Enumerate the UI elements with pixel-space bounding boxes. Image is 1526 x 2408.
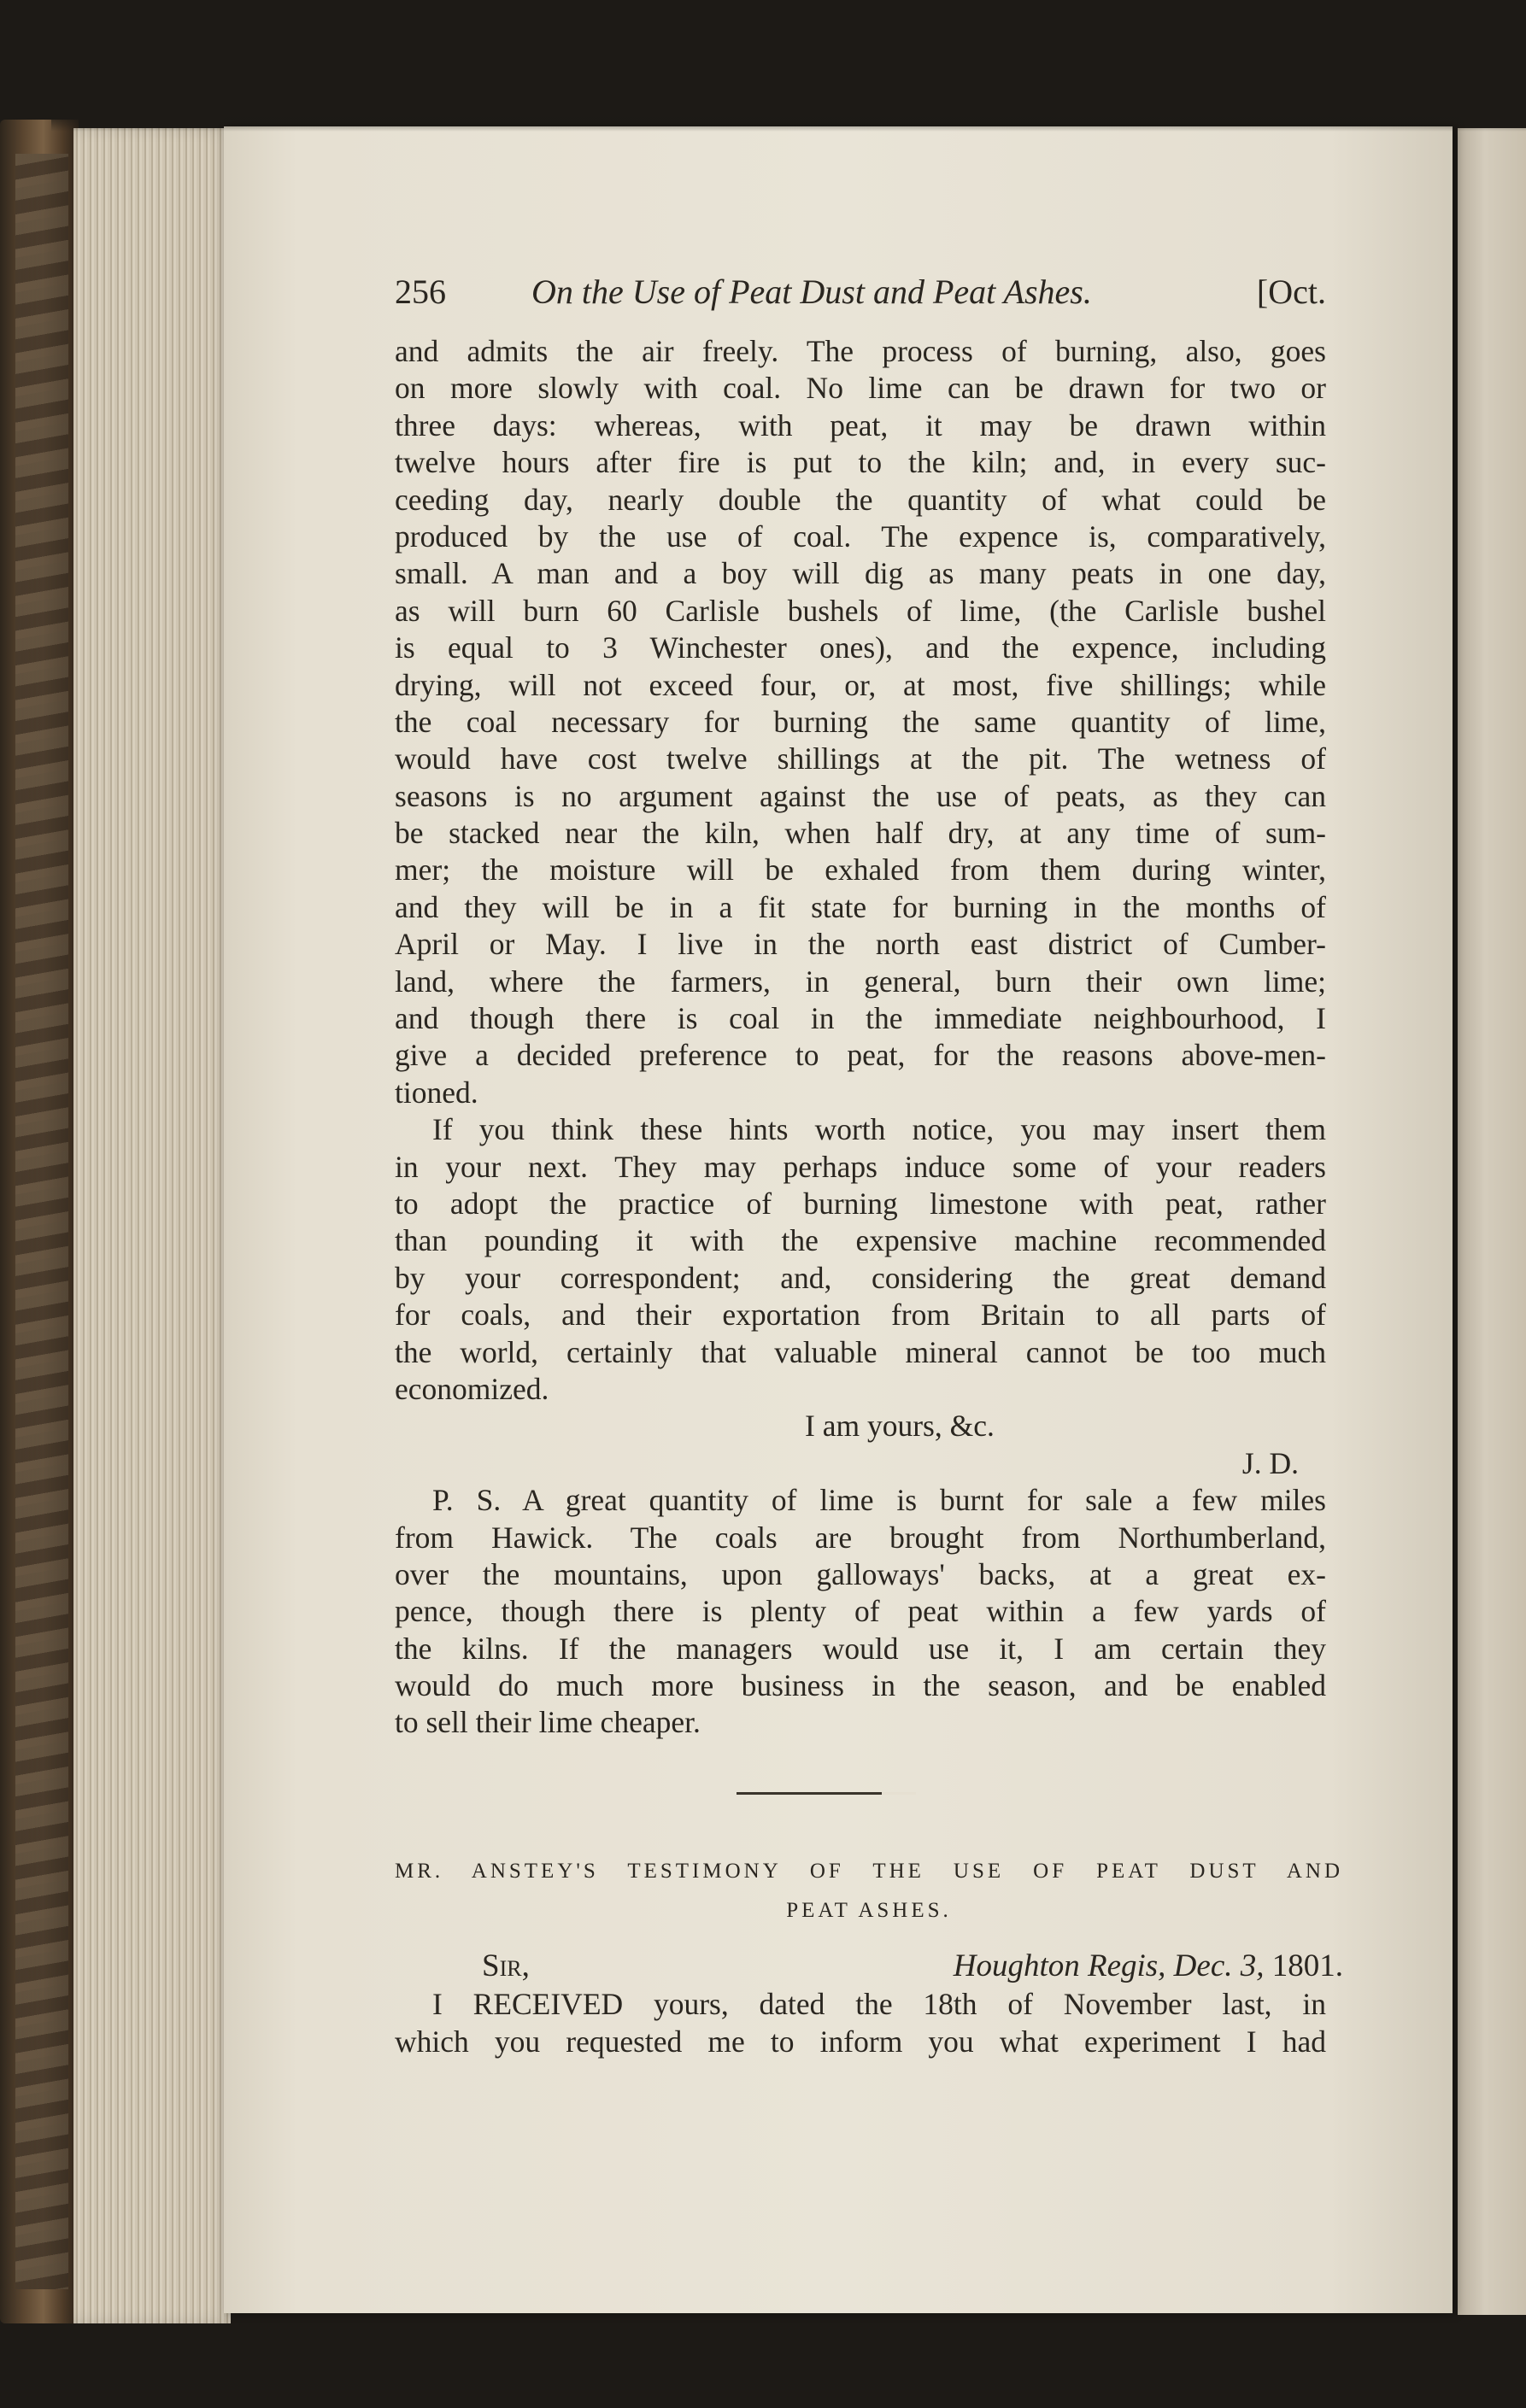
text-line: twelve hours after fire is put to the kiln; and, in every suc-	[395, 445, 1326, 480]
text-line: and though there is coal in the immediate neighbourhood, I	[395, 1001, 1326, 1036]
signoff: I am yours, &c.	[805, 1409, 995, 1444]
postscript-line: P. S. A great quantity of lime is burnt for sale a few miles	[432, 1483, 1326, 1518]
section-heading-line2: PEAT ASHES.	[786, 1899, 952, 1922]
text-line: If you think these hints worth notice, you may insert them	[432, 1112, 1326, 1147]
text-line: land, where the farmers, in general, burn their own lime;	[395, 964, 1326, 999]
text-line: the coal necessary for burning the same quantity of lime,	[395, 704, 1326, 739]
text-line: the world, certainly that valuable mineral cannot be too much	[395, 1334, 1326, 1369]
text-line: produced by the use of coal. The expence is, comparatively,	[395, 519, 1326, 554]
text-line: would have cost twelve shillings at the pit. The wetness of	[395, 741, 1326, 776]
section-heading-line1: MR. ANSTEY'S TESTIMONY OF THE USE OF PEAT DUST AND	[395, 1860, 1343, 1883]
text-line: for coals, and their exportation from Britain to all parts of	[395, 1298, 1326, 1333]
postscript-line: from Hawick. The coals are brought from Northumberland,	[395, 1520, 1326, 1555]
running-header	[395, 272, 1326, 319]
text-line: ceeding day, nearly double the quantity of what could be	[395, 482, 1326, 517]
text-line: mer; the moisture will be exhaled from them during winter,	[395, 852, 1326, 888]
text-line: and they will be in a fit state for burning in the months of	[395, 889, 1326, 924]
page-number: 256	[395, 272, 446, 311]
text-line: and admits the air freely. The process of burning, also, goes	[395, 334, 1326, 368]
text-line: April or May. I live in the north east district of Cumber-	[395, 927, 1326, 962]
text-line: drying, will not exceed four, or, at most, five shillings; while	[395, 667, 1326, 702]
text-line: as will burn 60 Carlisle bushels of lime, (the Carlisle bushel	[395, 593, 1326, 628]
next-page-edge	[1458, 128, 1526, 2315]
text-line: seasons is no argument against the use of peats, as they can	[395, 778, 1326, 813]
letter-year: 1801.	[1271, 1948, 1343, 1983]
salutation: Sir,	[482, 1948, 530, 1983]
running-title: On the Use of Peat Dust and Peat Ashes.	[531, 272, 1092, 311]
postscript-line: over the mountains, upon galloways' backs, at a great ex-	[395, 1556, 1326, 1591]
text-line: tioned.	[395, 1075, 478, 1110]
postscript-line: the kilns. If the managers would use it, I am certain they	[395, 1631, 1326, 1666]
text-line: by your correspondent; and, considering the great demand	[395, 1260, 1326, 1295]
section-divider-gap	[882, 1792, 916, 1795]
letter-place-date	[954, 1948, 1343, 1985]
marbled-cover	[15, 154, 68, 2289]
letter-text	[395, 1985, 1326, 2060]
section-heading	[395, 1852, 1343, 1931]
top-shadow	[51, 111, 1526, 132]
text-line: give a decided preference to peat, for the reasons above-men-	[395, 1038, 1326, 1073]
text-line: be stacked near the kiln, when half dry, at any time of sum-	[395, 816, 1326, 851]
text-line: is equal to 3 Winchester ones), and the expence, including	[395, 630, 1326, 665]
text-line: on more slowly with coal. No lime can be drawn for two or	[395, 371, 1326, 406]
letter-line: I RECEIVED yours, dated the 18th of November last, in	[432, 1987, 1326, 2021]
postscript-line: to sell their lime cheaper.	[395, 1705, 701, 1740]
signature-initials: J. D.	[1241, 1445, 1299, 1480]
running-month: [Oct.	[1256, 272, 1326, 311]
text-line: than pounding it with the expensive machine recommended	[395, 1223, 1326, 1258]
page-edges	[73, 128, 231, 2323]
text-line: three days: whereas, with peat, it may be drawn within	[395, 407, 1326, 442]
text-line: small. A man and a boy will dig as many peats in one day,	[395, 556, 1326, 591]
postscript-line: would do much more business in the season, and be enabled	[395, 1668, 1326, 1703]
main-text	[395, 333, 1326, 1742]
text-line: economized.	[395, 1371, 549, 1406]
place-date-italic: Houghton Regis, Dec. 3,	[953, 1948, 1265, 1983]
text-line: in your next. They may perhaps induce some of your readers	[395, 1149, 1326, 1184]
text-line: to adopt the practice of burning limestone with peat, rather	[395, 1186, 1326, 1221]
letter-line: which you requested me to inform you what experiment I had	[395, 2024, 1326, 2059]
postscript-line: pence, though there is plenty of peat within a few yards of	[395, 1594, 1326, 1629]
